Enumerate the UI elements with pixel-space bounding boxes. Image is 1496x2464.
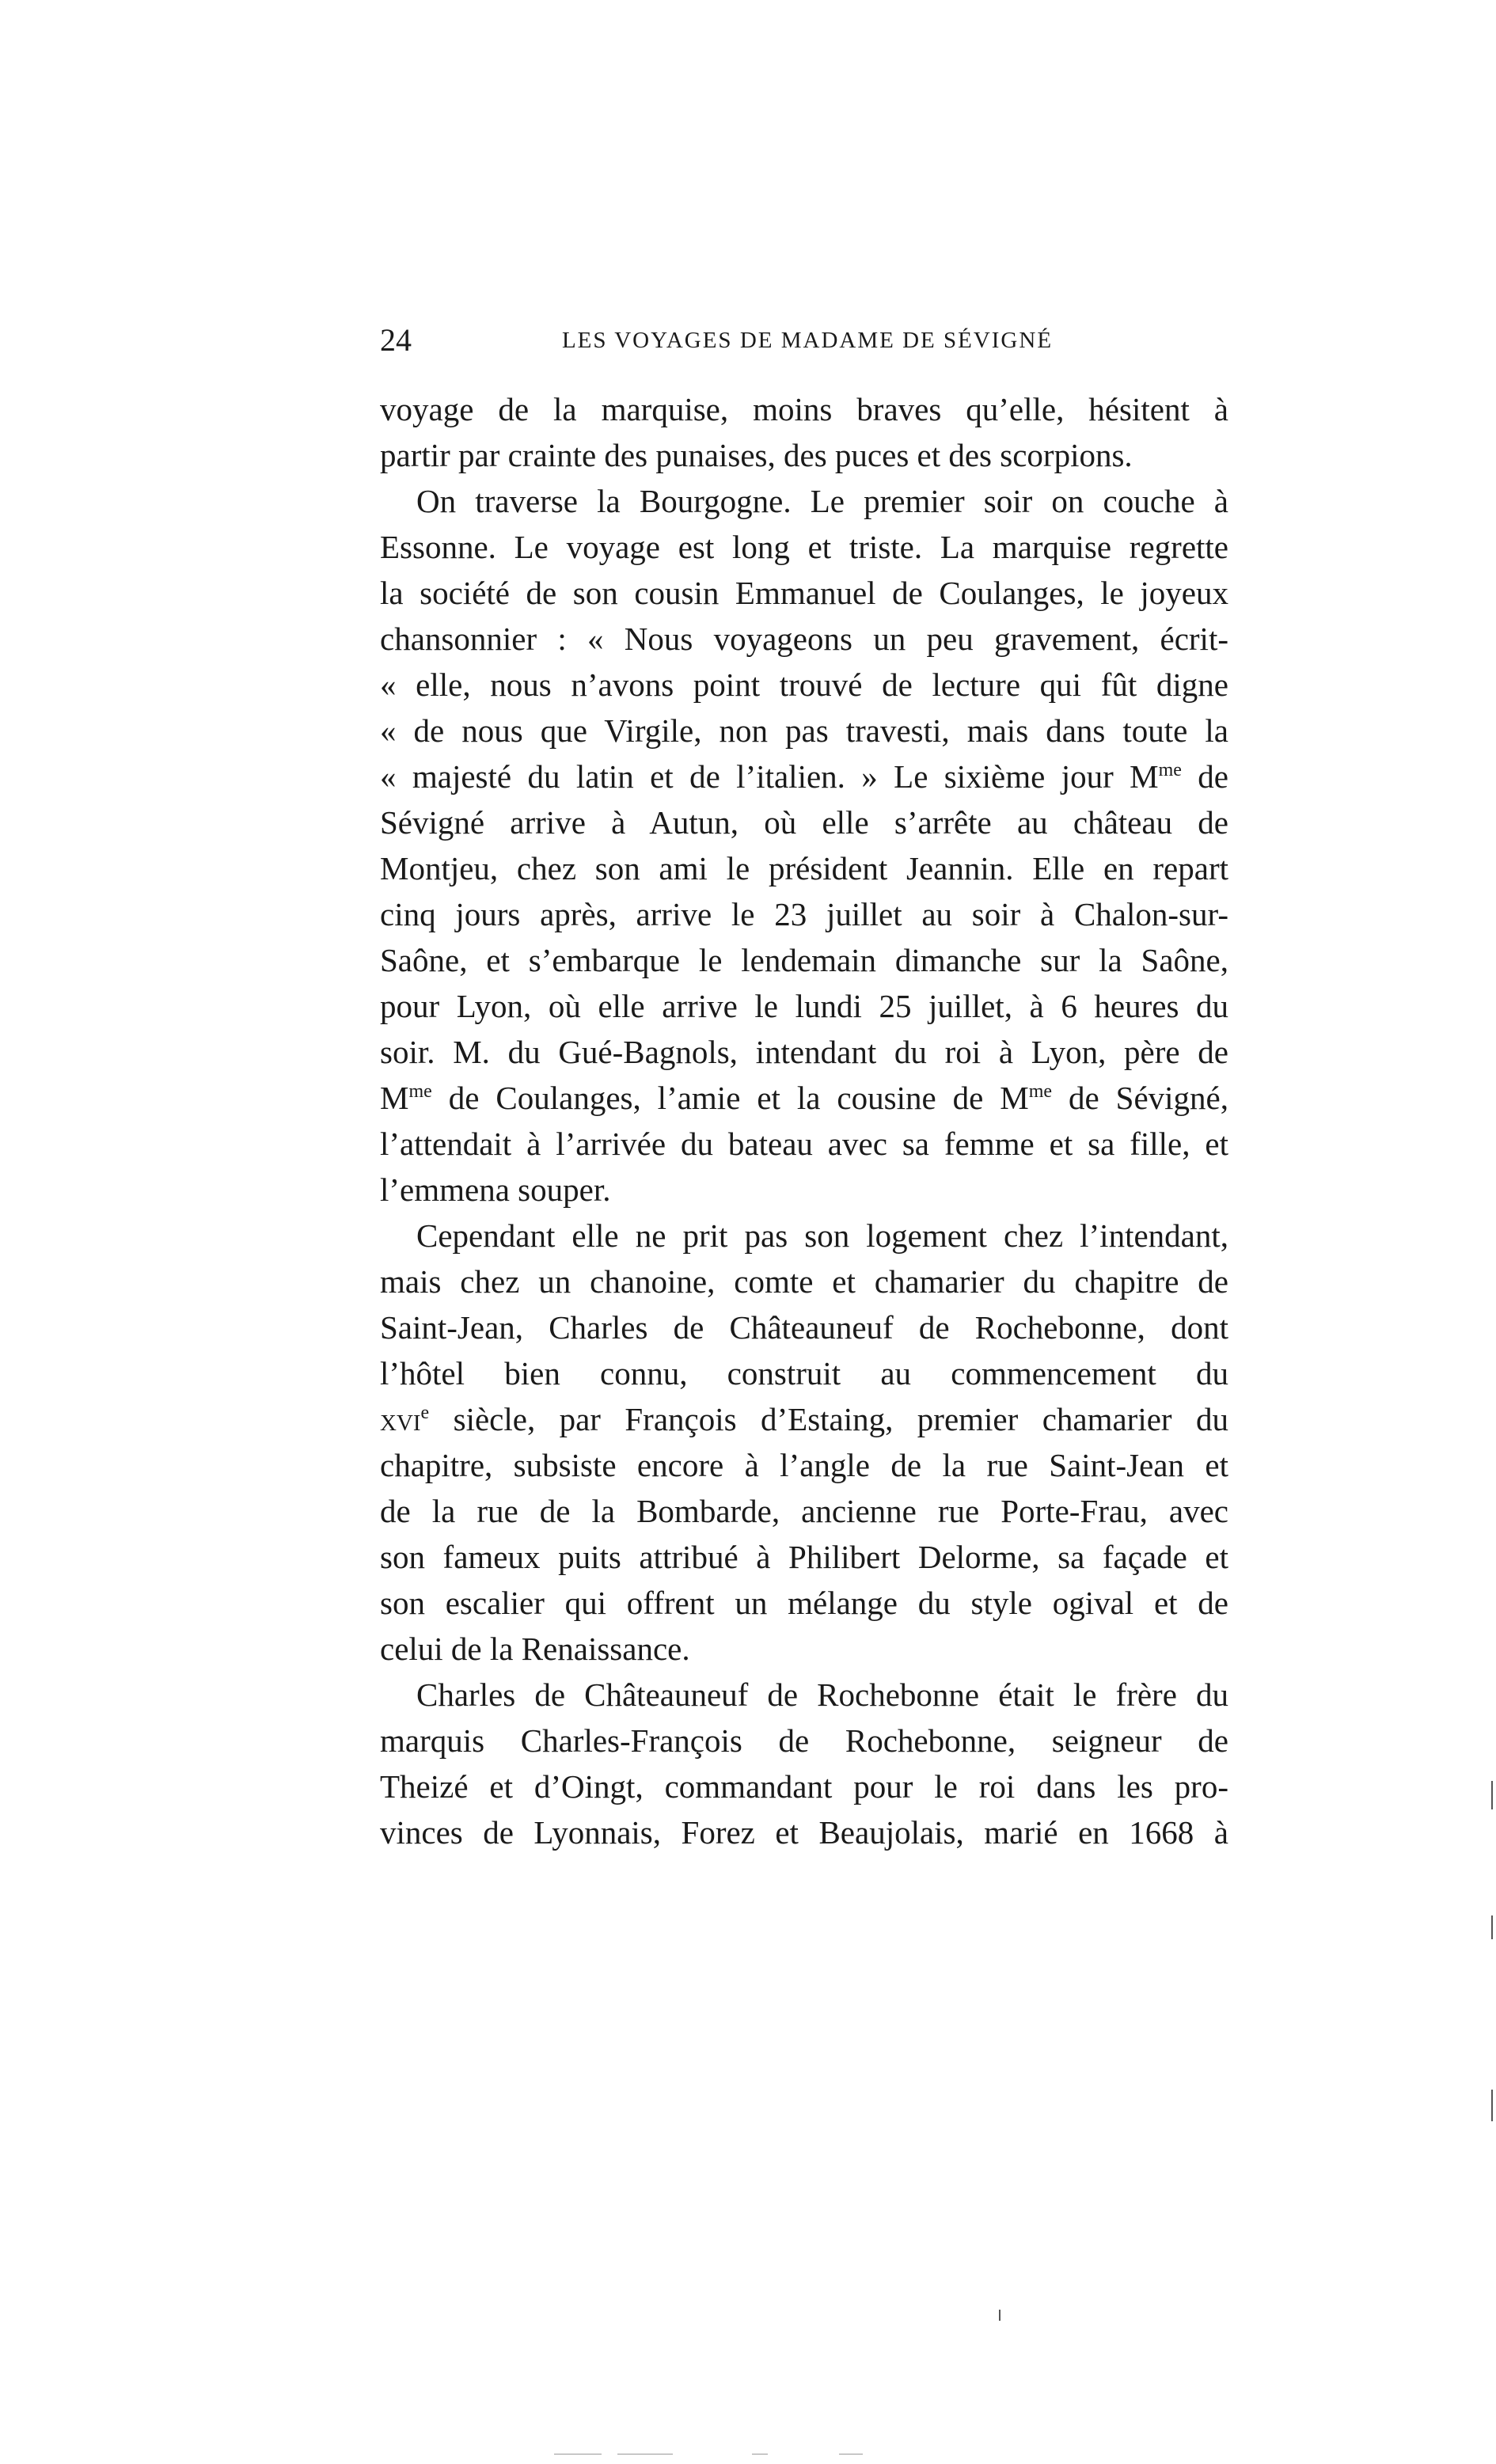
text-fragment: de Sévigné, — [1052, 1080, 1228, 1116]
page-number: 24 — [380, 322, 412, 358]
text-line: chansonnier : « Nous voyageons un peu gravement, écrit- — [380, 621, 1228, 657]
text-line: Saône, et s’embarque le lendemain dimanche sur la Saône, — [380, 942, 1228, 978]
scan-mark — [617, 2454, 673, 2455]
scan-mark — [1491, 2090, 1493, 2121]
text-line: cinq jours après, arrive le 23 juillet au soir à Chalon-sur- — [380, 896, 1228, 932]
text-line: Theizé et d’Oingt, commandant pour le roi dans les pro- — [380, 1768, 1228, 1805]
text-line: partir par crainte des punaises, des puces et des scorpions. — [380, 437, 1133, 473]
superscript: e — [420, 1403, 430, 1423]
text-fragment: de Coulanges, l’amie et la cousine de M — [431, 1080, 1029, 1116]
superscript: me — [408, 1081, 432, 1102]
text-line: vinces de Lyonnais, Forez et Beaujolais, marié en 1668 à — [380, 1814, 1228, 1851]
superscript: me — [1158, 760, 1182, 780]
text-fragment: xvi — [380, 1401, 421, 1437]
text-line: l’attendait à l’arrivée du bateau avec sa femme et sa fille, et — [380, 1126, 1228, 1162]
text-line: Saint-Jean, Charles de Châteauneuf de Rochebonne, dont — [380, 1309, 1228, 1346]
text-fragment: de — [1181, 758, 1228, 795]
text-fragment: siècle, par François d’Estaing, premier chamarier du — [429, 1401, 1228, 1437]
running-title: LES VOYAGES DE MADAME DE SÉVIGNÉ — [561, 328, 1054, 353]
text-line — [380, 754, 1228, 799]
text-line: marquis Charles-François de Rochebonne, seigneur de — [380, 1722, 1228, 1759]
text-line: Essonne. Le voyage est long et triste. La marquise regrette — [380, 529, 1228, 565]
text-line: voyage de la marquise, moins braves qu’elle, hésitent à — [380, 391, 1228, 427]
text-line: Montjeu, chez son ami le président Jeannin. Elle en repart — [380, 850, 1228, 887]
text-line: de la rue de la Bombarde, ancienne rue Porte-Frau, avec — [380, 1493, 1228, 1529]
text-line: la société de son cousin Emmanuel de Coulanges, le joyeux — [380, 575, 1228, 611]
text-line — [380, 1396, 1228, 1442]
text-line: « elle, nous n’avons point trouvé de lecture qui fût digne — [380, 666, 1228, 703]
scan-mark — [554, 2454, 602, 2455]
scan-mark — [999, 2310, 1000, 2321]
text-line: soir. M. du Gué-Bagnols, intendant du roi à Lyon, père de — [380, 1034, 1228, 1070]
text-line: « de nous que Virgile, non pas travesti, mais dans toute la — [380, 712, 1228, 749]
text-line: Charles de Châteauneuf de Rochebonne était le frère du — [416, 1676, 1228, 1713]
text-line: On traverse la Bourgogne. Le premier soir on couche à — [416, 483, 1228, 519]
text-line: chapitre, subsiste encore à l’angle de la rue Saint-Jean et — [380, 1447, 1228, 1483]
text-line: Cependant elle ne prit pas son logement chez l’intendant, — [416, 1217, 1228, 1254]
text-line — [380, 1075, 1228, 1121]
body-text — [380, 386, 1228, 1855]
text-line: son fameux puits attribué à Philibert Delorme, sa façade et — [380, 1539, 1228, 1575]
text-line: mais chez un chanoine, comte et chamarier du chapitre de — [380, 1263, 1228, 1300]
text-line: celui de la Renaissance. — [380, 1631, 690, 1667]
text-line: l’emmena souper. — [380, 1171, 611, 1208]
text-line: pour Lyon, où elle arrive le lundi 25 juillet, à 6 heures du — [380, 988, 1228, 1024]
page-header — [380, 317, 1235, 364]
text-line: l’hôtel bien connu, construit au commencement du — [380, 1355, 1228, 1391]
superscript: me — [1028, 1081, 1053, 1102]
text-fragment: « majesté du latin et de l’italien. » Le sixième jour M — [380, 758, 1159, 795]
text-line: son escalier qui offrent un mélange du style ogival et de — [380, 1585, 1228, 1621]
text-line: Sévigné arrive à Autun, où elle s’arrête au château de — [380, 804, 1228, 841]
scan-mark — [752, 2454, 768, 2455]
scan-mark — [1491, 1781, 1493, 1809]
scan-mark — [1491, 1915, 1493, 1939]
text-fragment: M — [380, 1080, 409, 1116]
scan-mark — [839, 2454, 863, 2455]
